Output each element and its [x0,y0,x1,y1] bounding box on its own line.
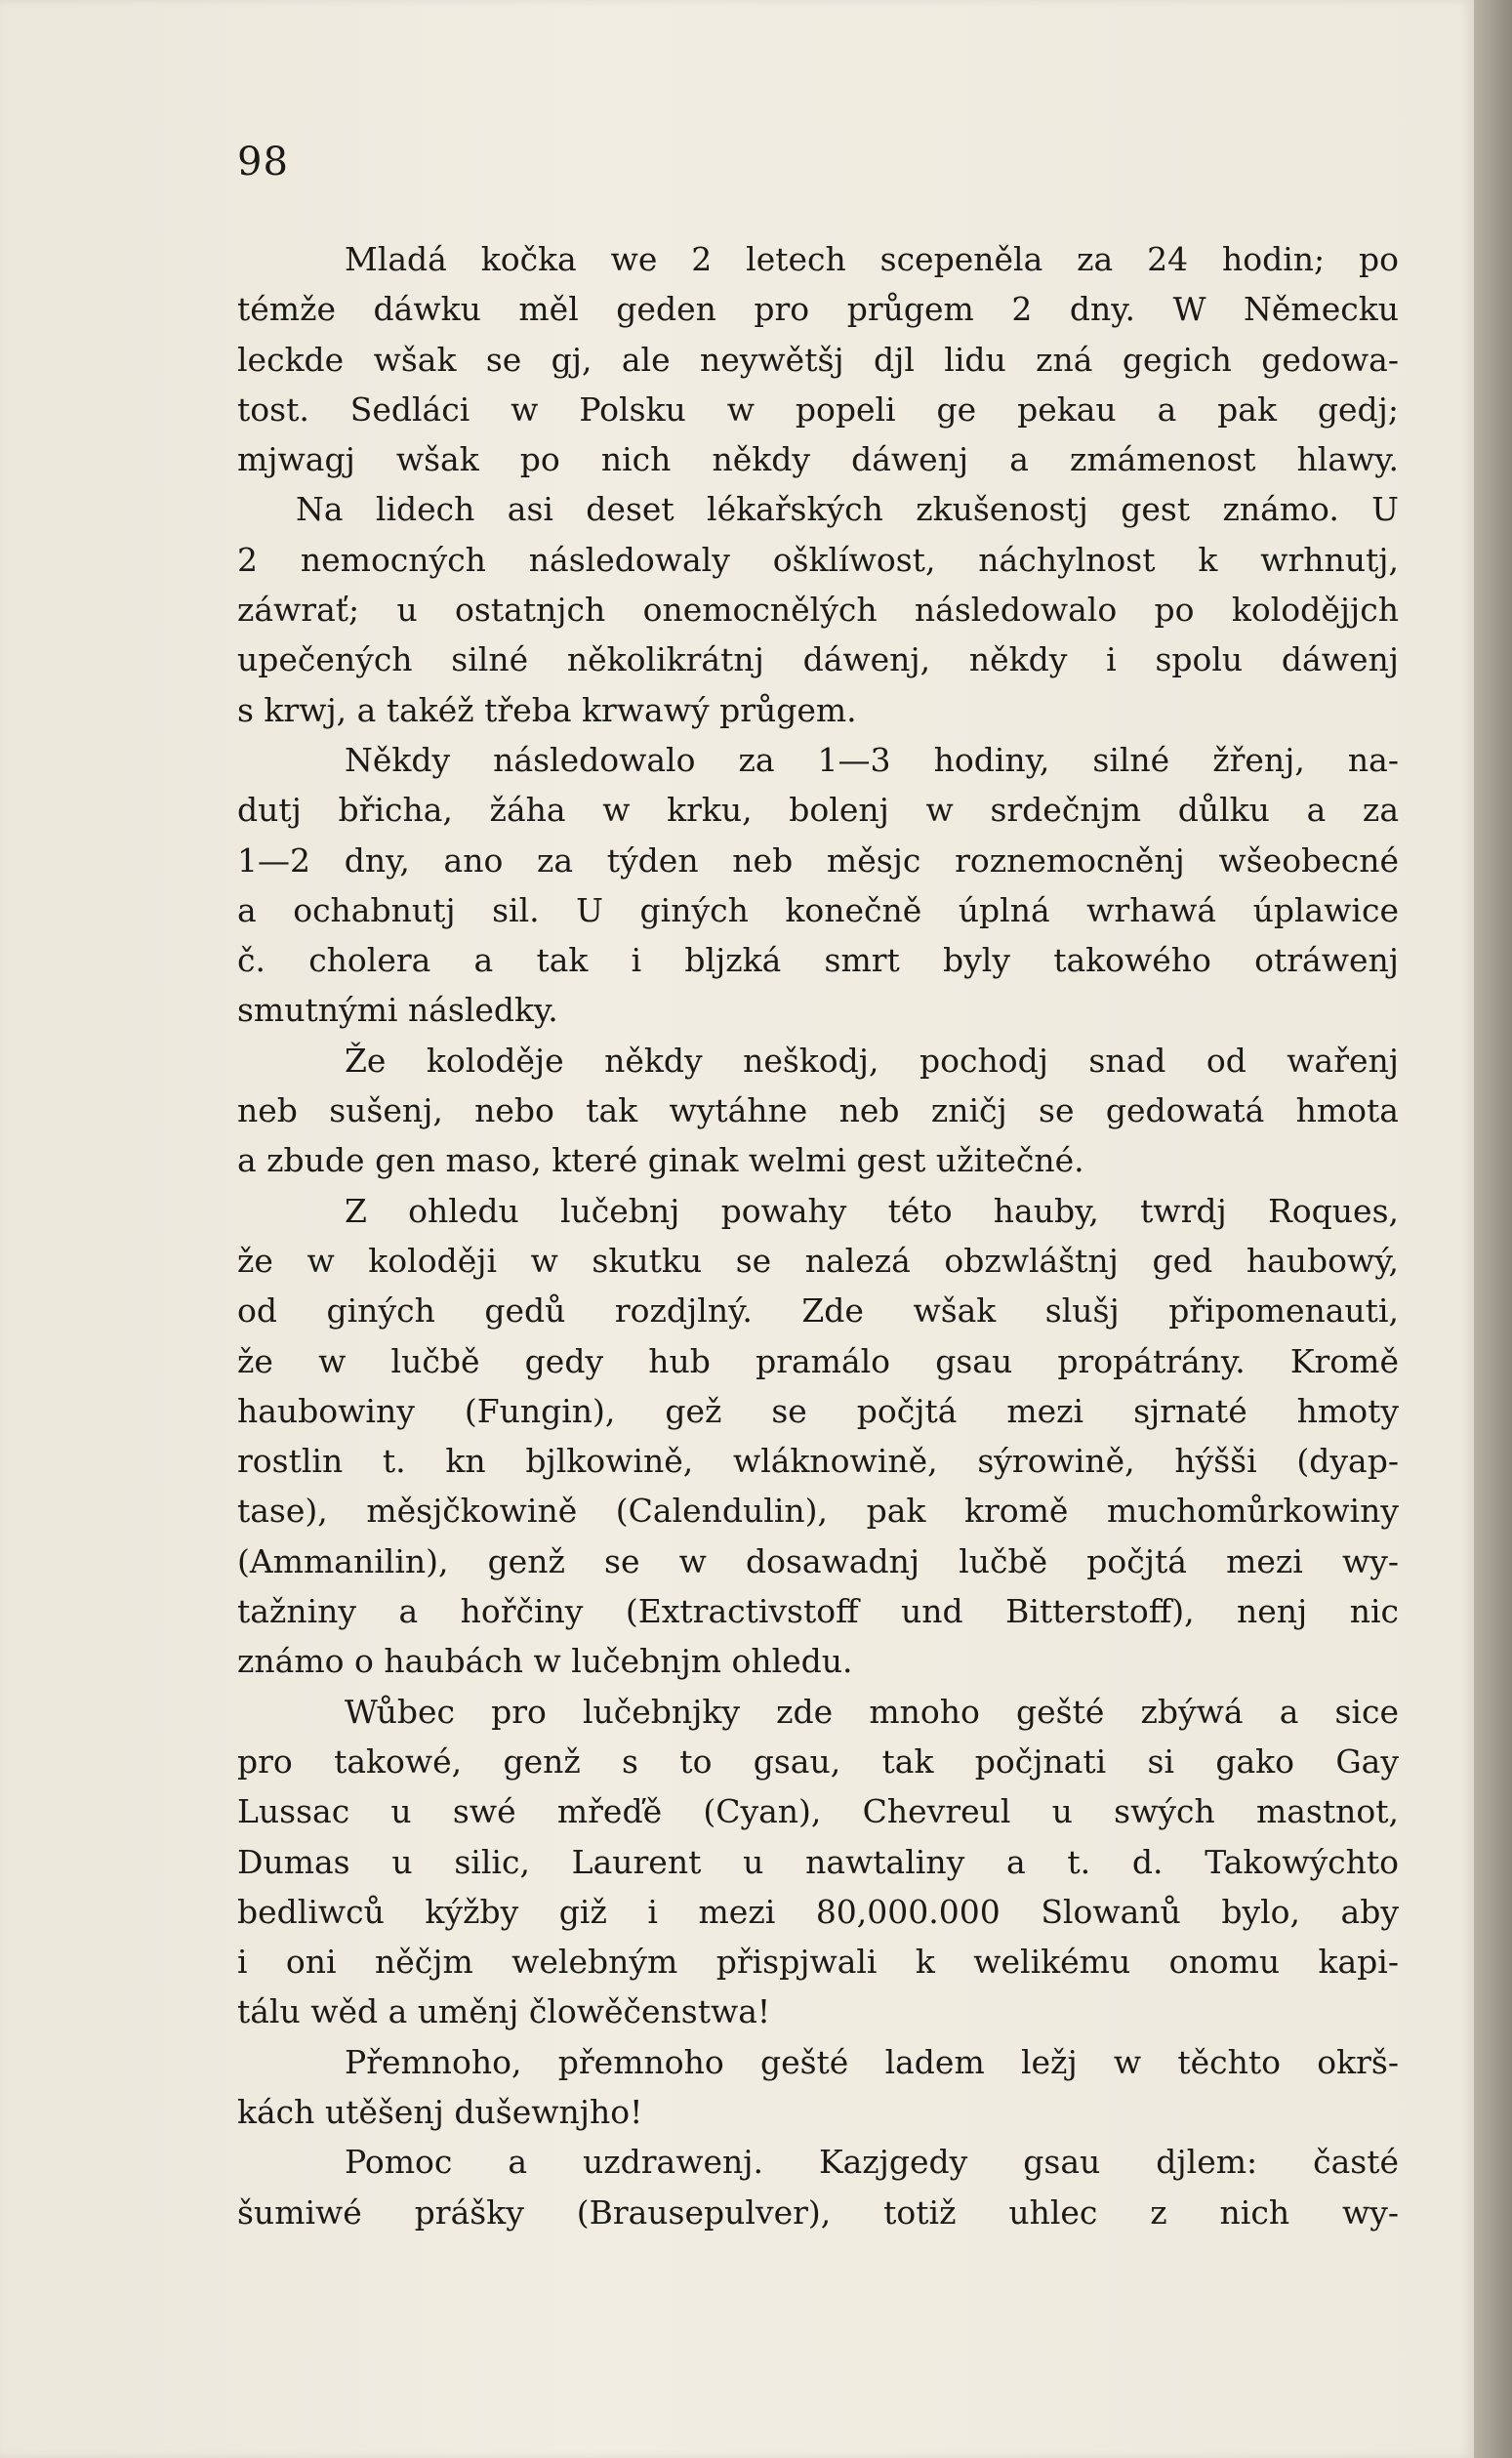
text-line: od giných gedů rozdjlný. Zde wšak slušj připomenauti, [237,1291,1399,1331]
text-line: tost. Sedláci w Polsku w popeli ge pekau a pak gedj; [237,389,1399,429]
text-line: Z ohledu lučebnj powahy této hauby, twrdj Roques, [345,1191,1399,1230]
text-line: Mladá kočka we 2 letech scepeněla za 24 hodin; po [345,240,1399,278]
text-line: 1—2 dny, ano za týden neb měsjc roznemocněnj wšeobecné [237,840,1399,880]
text-line: neb sušenj, nebo tak wytáhne neb zničj se gedowatá hmota [237,1091,1399,1130]
text-line: bedliwců kýžby giž i mezi 80,000.000 Slowanů bylo, aby [237,1892,1399,1931]
text-line: tažniny a hořčiny (Extractivstoff und Bitterstoff), nenj nic [237,1592,1399,1631]
text-line: tálu wěd a uměnj člowěčenstwa! [237,1992,771,2031]
text-line: i oni něčjm welebným přispjwali k welikému onomu kapi- [237,1943,1399,1982]
text-line: záwrať; u ostatnjch onemocnělých následowalo po kolodějjch [237,591,1399,630]
text-line: Pomoc a uzdrawenj. Kazjgedy gsau djlem: časté [345,2143,1399,2182]
text-line: 2 nemocných následowaly ošklíwost, náchylnost k wrhnutj, [237,540,1399,579]
text-line: (Ammanilin), genž se w dosawadnj lučbě počjtá mezi wy- [237,1541,1399,1580]
text-line: upečených silné několikrátnj dáwenj, někdy i spolu dáwenj [237,640,1399,679]
page-number: 98 [237,140,289,184]
text-line: Wůbec pro lučebnjky zde mnoho gešté zbýwá a sice [345,1692,1399,1731]
page-text [237,234,1399,2237]
text-line: témže dáwku měl geden pro průgem 2 dny. W Německu [237,290,1399,329]
text-line: a ochabnutj sil. U giných konečně úplná wrhawá úplawice [237,890,1399,929]
text-line: rostlin t. kn bjlkowině, wláknowině, sýrowině, hýšši (dyap- [237,1442,1399,1481]
text-line: šumiwé prášky (Brausepulver), totiž uhlec z nich wy- [237,2192,1399,2232]
text-line: dutj břicha, žáha w krku, bolenj w srdečnjm důlku a za [237,791,1399,830]
text-line: Někdy následowalo za 1—3 hodiny, silné žřenj, na- [345,740,1399,779]
text-line: pro takowé, genž s to gsau, tak počjnati si gako Gay [237,1741,1399,1781]
text-line: Dumas u silic, Laurent u nawtaliny a t. d. Takowýchto [237,1842,1399,1881]
text-line: haubowiny (Fungin), gež se počjtá mezi sjrnaté hmoty [237,1391,1399,1430]
page-edge [1474,0,1512,2458]
text-line: že w kolodějі w skutku se nalezá obzwláštnj ged haubowý, [237,1241,1399,1280]
text-line: že w lučbě gedy hub pramálo gsau propátrány. Kromě [237,1341,1399,1380]
text-line: Lussac u swé mřeďě (Cyan), Chevreul u swých mastnot, [237,1792,1399,1831]
text-line: známo o haubách w lučebnjm ohledu. [237,1642,853,1681]
text-line: Přemnoho, přemnoho gešté ladem ležj w těchto okrš- [345,2042,1399,2081]
text-line: mjwagj wšak po nich někdy dáwenj a zmámenost hlawy. [237,440,1399,479]
text-line: Že kolodějе někdy neškodj, pochodj snad od wařenj [345,1041,1399,1080]
text-line: tase), měsjčkowině (Calendulin), pak kromě muchomůrkowiny [237,1492,1399,1531]
text-line: s krwj, a takéž třeba krwawý průgem. [237,690,857,729]
text-line: smutnými následky. [237,991,558,1030]
text-line: a zbude gen maso, které ginak welmi gest užitečné. [237,1141,1084,1180]
text-line: Na lidech asi deset lékařských zkušenostj gest známo. U [296,490,1399,529]
text-line: č. cholera a tak i bljzká smrt byly takowého otráwenj [237,941,1399,980]
text-line: kách utěšenj dušewnjho! [237,2092,643,2131]
text-line: leckde wšak se gj, ale neywětšj djl lidu zná gegich gedowa- [237,340,1399,379]
